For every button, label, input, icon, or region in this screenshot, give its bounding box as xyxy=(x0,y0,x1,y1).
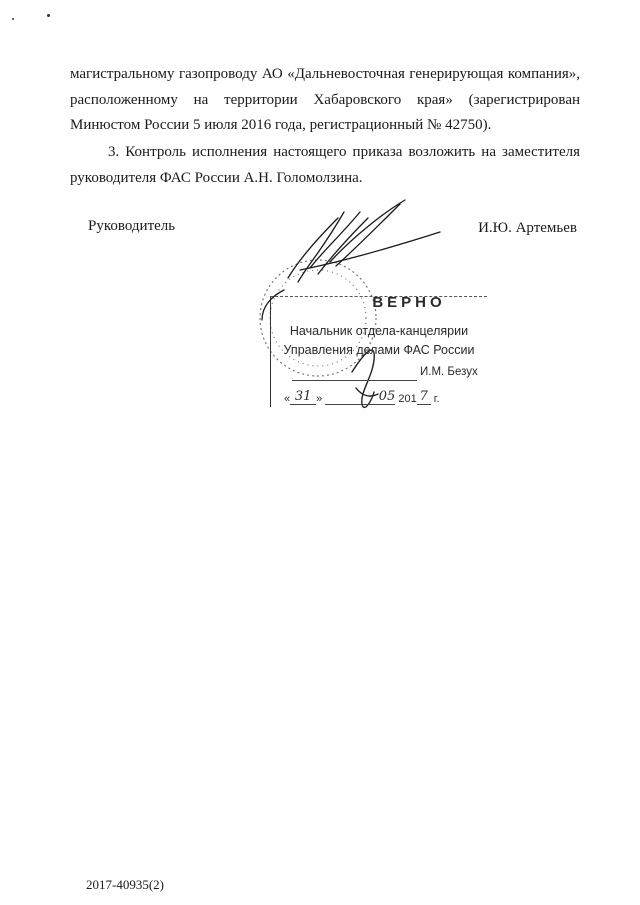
date-close-quote: » xyxy=(316,393,323,405)
signatory-title: Руководитель xyxy=(88,218,176,234)
stamp-official-name: И.М. Безух xyxy=(420,366,478,378)
stamp-verno: ВЕРНО xyxy=(372,294,446,311)
date-year-unit: г. xyxy=(433,393,440,405)
text-line: руководителя ФАС России А.Н. Голомолзина. xyxy=(70,169,363,186)
date-open-quote: « xyxy=(284,393,291,405)
document-number: 2017-40935(2) xyxy=(86,877,164,892)
date-year-suffix: 7 xyxy=(419,389,428,404)
date-month: 05 xyxy=(378,389,396,404)
text-line: 3. Контроль исполнения настоящего приказа возложить на заместителя xyxy=(108,144,580,160)
certification-stamp xyxy=(270,292,488,410)
stamp-position-line2: Управления делами ФАС России xyxy=(283,343,475,357)
signatory-name: И.Ю. Артемьев xyxy=(478,220,577,236)
date-day: 31 xyxy=(294,389,312,404)
date-year-prefix: 201 xyxy=(398,393,417,405)
stamp-position-line1: Начальник отдела-канцелярии xyxy=(289,324,469,338)
stamp-signature-line xyxy=(292,380,417,381)
text-line: Минюстом России 5 июля 2016 года, регистрационный № 42750). xyxy=(70,117,492,133)
stamp-date xyxy=(284,389,440,405)
text-line: магистральному газопроводу АО «Дальневосточная генерирующая компания», xyxy=(70,66,580,82)
text-line: расположенному на территории Хабаровского края» (зарегистрирован xyxy=(70,91,580,108)
